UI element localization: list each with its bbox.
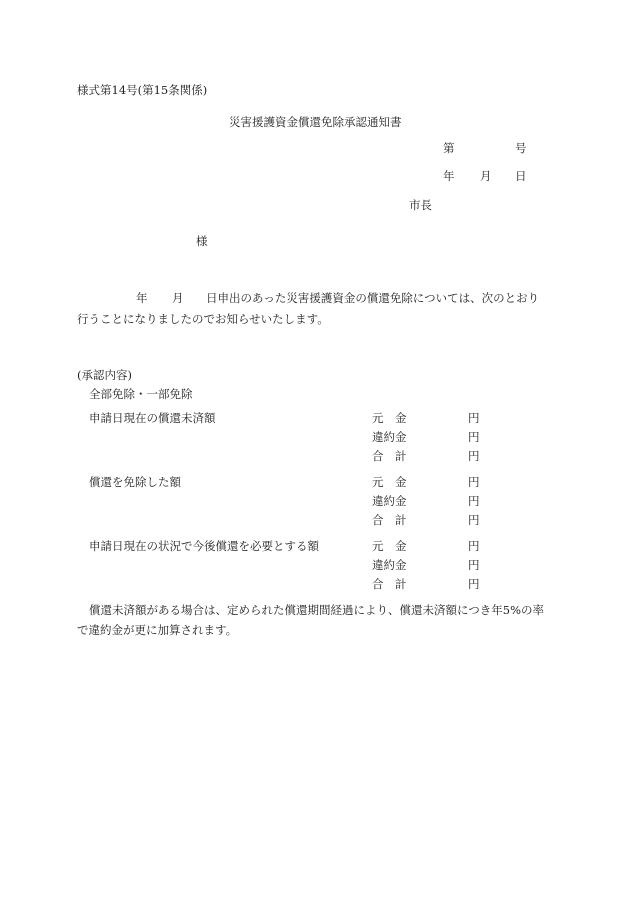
row-unit: 円 [468,558,480,572]
row-item: 違約金 [372,430,407,444]
note-line1: 償還未済額がある場合は、定められた償還期間経過により、償還未済額につき年5%の率 [89,603,545,617]
note-line2: で違約金が更に加算されます。 [77,623,238,637]
body-year: 年 [136,291,148,305]
date-month: 月 [480,169,492,183]
doc-number-suffix: 号 [515,141,527,155]
row-item: 元 金 [372,475,407,489]
date-day: 日 [515,169,527,183]
issuer: 市長 [409,198,432,212]
section-label: 申請日現在の状況で今後償還を必要とする額 [89,539,319,553]
row-unit: 円 [468,577,480,591]
row-item: 合 計 [372,577,407,591]
row-item: 元 金 [372,411,407,425]
row-unit: 円 [468,513,480,527]
body-line1: 日申出のあった災害援護資金の償還免除については、次のとおり [206,291,540,305]
body-month: 月 [172,291,184,305]
row-unit: 円 [468,411,480,425]
row-item: 違約金 [372,494,407,508]
row-unit: 円 [468,494,480,508]
row-item: 違約金 [372,558,407,572]
row-item: 元 金 [372,539,407,553]
section-label: 償還を免除した額 [89,475,181,489]
document-title: 災害援護資金償還免除承認通知書 [229,115,402,129]
row-unit: 円 [468,449,480,463]
addressee-honorific: 様 [196,234,208,248]
approval-type-options: 全部免除・一部免除 [89,387,193,401]
doc-number-prefix: 第 [443,141,455,155]
row-unit: 円 [468,430,480,444]
row-unit: 円 [468,475,480,489]
row-item: 合 計 [372,513,407,527]
approval-heading: (承認内容) [77,368,132,382]
row-unit: 円 [468,539,480,553]
row-item: 合 計 [372,449,407,463]
form-number: 様式第14号(第15条関係) [77,83,208,97]
body-line2: 行うことになりましたのでお知らせいたします。 [77,312,329,326]
date-year: 年 [443,169,455,183]
section-label: 申請日現在の償還未済額 [89,411,216,425]
